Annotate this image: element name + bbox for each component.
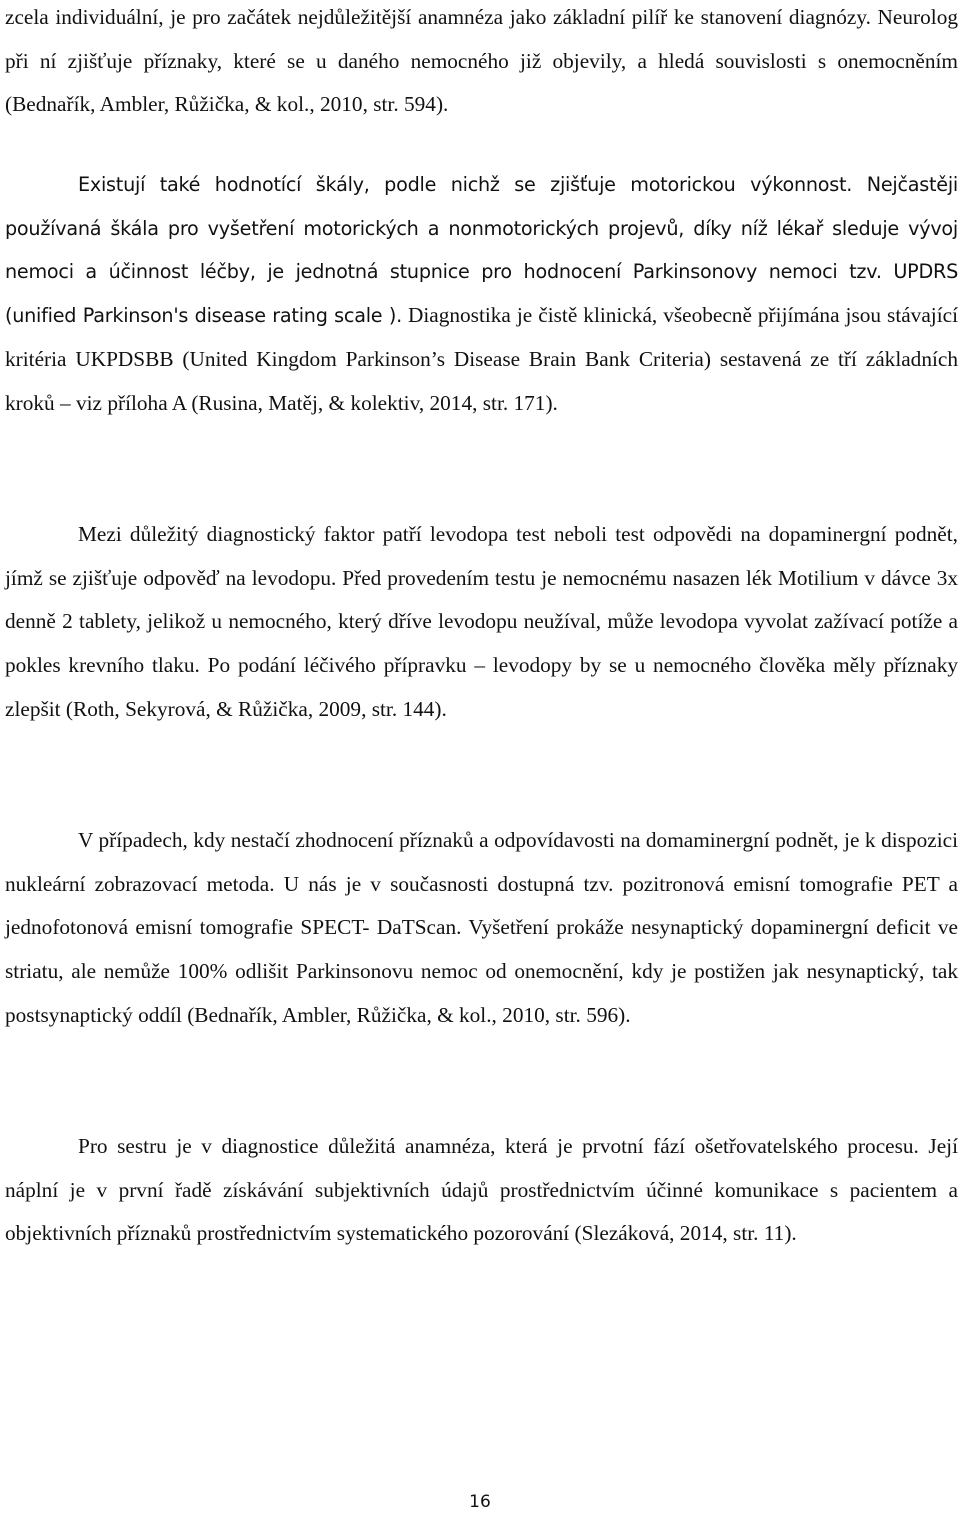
paragraph-text: V případech, kdy nestačí zhodnocení příznaků a odpovídavosti na domaminergní podnět, je k dispozici nukleární zobrazovací metoda. U nás je v současnosti dostupná tzv. pozitronová emisní tomografie PET a jednofotonová emisní tomografie SPECT- DaTScan. Vyšetření prokáže nesynaptický dopaminergní deficit ve striatu, ale nemůže 100% odlišit Parkinsonovu nemoc od onemocnění, kdy je postižen jak nesynaptický, tak postsynaptický oddíl (Bednařík, Ambler, Růžička, & kol., 2010, str. 596).: [5, 828, 958, 1027]
paragraph-rating-scales: [5, 163, 958, 425]
paragraph-nuclear-imaging: [5, 819, 958, 1038]
paragraph-text-sans: Existují také hodnotící škály, podle nichž se zjišťuje motorickou výkonnost. Nejčastěji používaná škála pro vyšetření motorických a nonmotorických projevů, díky níž lékař sleduje vývoj nemoci a účinnost léčby, je jednotná stupnice pro hodnocení Parkinsonovy nemoci tzv. UPDRS (unified Parkinson's disease rating scale ).: [5, 173, 958, 328]
paragraph-text: zcela individuální, je pro začátek nejdůležitější anamnéza jako základní pilíř ke stanovení diagnózy. Neurolog při ní zjišťuje příznaky, které se u daného nemocného již objevily, a hledá souvislosti s onemocněním (Bednařík, Ambler, Růžička, & kol., 2010, str. 594).: [5, 5, 958, 117]
page-number: 16: [469, 1492, 491, 1512]
paragraph-anamnesis: [5, 0, 958, 127]
paragraph-text: Pro sestru je v diagnostice důležitá anamnéza, která je prvotní fází ošetřovatelského procesu. Její náplní je v první řadě získávání subjektivních údajů prostřednictvím účinné komunikace s pacientem a objektivních příznaků prostřednictvím systematického pozorování (Slezáková, 2014, str. 11).: [5, 1134, 958, 1246]
paragraph-text: Mezi důležitý diagnostický faktor patří levodopa test neboli test odpovědi na dopaminergní podnět, jímž se zjišťuje odpověď na levodopu. Před provedením testu je nemocnému nasazen lék Motilium v dávce 3x denně 2 tablety, jelikož u nemocného, který dříve levodopu neužíval, může levodopa vyvolat zažívací potíže a pokles krevního tlaku. Po podání léčivého přípravku – levodopy by se u nemocného člověka měly příznaky zlepšit (Roth, Sekyrová, & Růžička, 2009, str. 144).: [5, 522, 958, 721]
paragraph-levodopa-test: [5, 513, 958, 732]
paragraph-text: Diagnostika je čistě klinická, všeobecně přijímána jsou stávající kritéria UKPDSBB (United Kingdom Parkinson’s Disease Brain Bank Criteria) sestavená ze tří základních kroků – viz příloha A (Rusina, Matěj, & kolektiv, 2014, str. 171).: [5, 303, 958, 415]
paragraph-nursing-anamnesis: [5, 1125, 958, 1256]
